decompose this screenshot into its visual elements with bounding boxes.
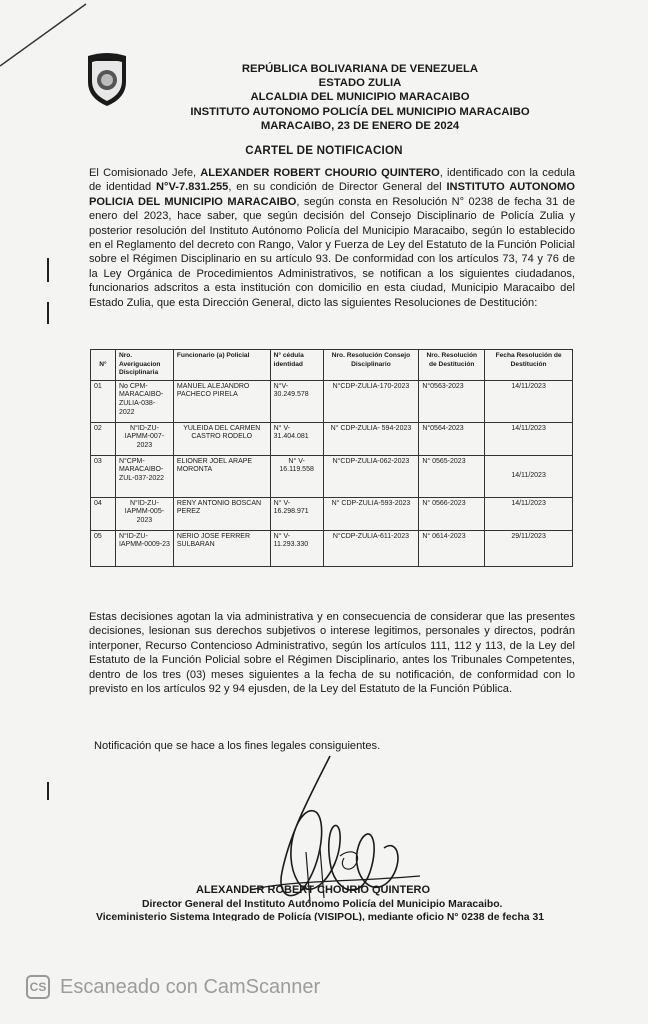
cell-cedula: N° V-31.404.081 xyxy=(270,422,323,455)
header-line-state: ESTADO ZULIA xyxy=(318,77,402,90)
cell-num: 03 xyxy=(91,455,116,497)
cell-num: 02 xyxy=(91,422,116,455)
col-header-num: N° xyxy=(91,350,116,381)
cell-averiguacion: N°ID-ZU-IAPMM-0009-23 xyxy=(115,530,173,566)
cell-consejo: N° CDP-ZULIA-593-2023 xyxy=(323,497,419,530)
margin-mark xyxy=(47,782,49,800)
cell-averiguacion: No CPM-MARACAIBO-ZULIA-038-2022 xyxy=(115,380,173,422)
cell-num: 01 xyxy=(91,380,116,422)
police-shield-logo xyxy=(84,50,130,108)
intro-text-1: El Comisionado Jefe, xyxy=(89,167,201,179)
destitution-table xyxy=(90,349,573,567)
table-row xyxy=(91,530,573,566)
camscanner-icon: CS xyxy=(26,975,50,999)
cell-averiguacion: N°CPM-MARACAIBO-ZUL-037-2022 xyxy=(115,455,173,497)
cell-fecha: 29/11/2023 xyxy=(485,530,573,566)
cell-fecha: 14/11/2023 xyxy=(485,380,573,422)
camscanner-text: Escaneado con CamScanner xyxy=(60,975,321,998)
institute-name: INSTITUTO AUTONOMO POLICIA DEL MUNICIPIO MARACAIBO xyxy=(89,181,575,208)
signatory-role: Director General del Instituto Autónomo Policía del Municipio Maracaibo. xyxy=(142,899,503,910)
cell-averiguacion: N°ID-ZU-IAPMM-005-2023 xyxy=(115,497,173,530)
director-name: ALEXANDER ROBERT CHOURIO QUINTERO xyxy=(200,167,440,179)
cell-consejo: N° CDP-ZULIA- 594-2023 xyxy=(323,422,419,455)
cell-cedula: N° V-16.298.971 xyxy=(270,497,323,530)
cell-consejo: N°CDP-ZULIA-062-2023 xyxy=(323,455,419,497)
document-title: CARTEL DE NOTIFICACION xyxy=(245,144,403,157)
cell-funcionario: ELIONER JOEL ARAPE MORONTA xyxy=(173,455,270,497)
col-header-fecha: Fecha Resolución de Destitución xyxy=(485,350,573,381)
camscanner-watermark xyxy=(26,974,320,1000)
cell-funcionario: YULEIDA DEL CARMEN CASTRO RODELO xyxy=(173,422,270,455)
cell-num: 04 xyxy=(91,497,116,530)
header-line-date: MARACAIBO, 23 DE ENERO DE 2024 xyxy=(260,119,460,132)
intro-text-3: , en su condición de Director General del xyxy=(228,181,447,194)
document-header xyxy=(140,62,580,133)
intro-paragraph xyxy=(89,166,575,310)
cell-fecha: 14/11/2023 xyxy=(485,422,573,455)
col-header-consejo: Nro. Resolución Consejo Disciplinario xyxy=(323,350,419,381)
cell-fecha: 14/11/2023 xyxy=(485,497,573,530)
table-header-row xyxy=(91,350,573,381)
cell-consejo: N°CDP-ZULIA-611-2023 xyxy=(323,530,419,566)
cell-destitucion: N° 0566-2023 xyxy=(419,497,485,530)
cell-funcionario: MANUEL ALEJANDRO PACHECO PIRELA xyxy=(173,380,270,422)
cell-funcionario: NERIO JOSE FERRER SULBARAN xyxy=(173,530,270,566)
cell-destitucion: N°0564-2023 xyxy=(419,422,485,455)
col-header-funcionario: Funcionario (a) Policial xyxy=(173,350,270,381)
header-line-republic: REPÚBLICA BOLIVARIANA DE VENEZUELA xyxy=(241,63,479,75)
table-row xyxy=(91,380,573,422)
header-line-alcaldia: ALCALDIA DEL MUNICIPIO MARACAIBO xyxy=(250,91,470,104)
cell-funcionario: RENY ANTONIO BOSCAN PEREZ xyxy=(173,497,270,530)
signatory-appointment: Viceministerio Sistema Integrado de Policía (VISIPOL), mediante oficio N° 0238 de fecha 31 xyxy=(96,912,545,921)
cell-cedula: N°V-30.249.578 xyxy=(270,380,323,422)
header-line-institute: INSTITUTO AUTONOMO POLICÍA DEL MUNICIPIO MARACAIBO xyxy=(190,105,530,118)
closing-line: Notificación que se hace a los fines legales consiguientes. xyxy=(94,740,381,752)
table-row xyxy=(91,422,573,455)
intro-text-4: , según consta en Resolución N° 0238 de fecha 31 de enero del 2023, hace saber, que según decisión del Consejo Disciplinario de Policía Zulia y posterior resolución del Instituto Autónomo Policía del Municipio Maracaibo, según lo establecido en el Reglamento del decreto con Rango, Valor y Fuerza de Ley del Estatuto de la Función Policial sobre el Régimen Disciplinario en su artículo 93. De conformidad con los artículos 73, 74 y 76 de la Ley Orgánica de Procedimientos Administrativos, se notifican a los siguientes ciudadanos, funcionarios adscritos a esta institución con domicilio en esta ciudad, Municipio Maracaibo del Estado Zulia, que esta Dirección General, dicto las siguientes Resoluciones de Destitución: xyxy=(89,195,575,309)
col-header-cedula: N° cédula identidad xyxy=(270,350,323,381)
cell-num: 05 xyxy=(91,530,116,566)
cell-destitucion: N°0563-2023 xyxy=(419,380,485,422)
cell-fecha: 14/11/2023 xyxy=(485,455,573,497)
director-cedula: N°V-7.831.255 xyxy=(156,181,229,194)
appeal-paragraph: Estas decisiones agotan la via administrativa y en consecuencia de considerar que las presentes decisiones, lesionan sus derechos subjetivos o interese legitimos, personales y directos, podrán interponer, Recurso Contencioso Administrativo, según los artículos 111, 112 y 113, de la Ley del Estatuto de la Función Policial sobre el Régimen Disciplinario, antes los Tribunales Competentes, dentro de los tres (03) meses siguientes a la fecha de su notificación, de conformidad con lo previsto en los artículos 92 y 94 ejusden, de la Ley del Estatuto de la Función Pública. xyxy=(89,611,575,696)
margin-mark xyxy=(47,302,49,324)
cell-destitucion: N° 0565-2023 xyxy=(419,455,485,497)
intro-text-2: , identificado con la cedula de identidad xyxy=(89,167,575,194)
table-row xyxy=(91,455,573,497)
col-header-destitucion: Nro. Resolución de Destitución xyxy=(419,350,485,381)
cell-cedula: N° V-11.293.330 xyxy=(270,530,323,566)
cell-consejo: N°CDP-ZULIA-170-2023 xyxy=(323,380,419,422)
cell-cedula: N° V-16.119.558 xyxy=(270,455,323,497)
margin-mark xyxy=(47,258,49,282)
cell-averiguacion: N°ID-ZU-IAPMM-007-2023 xyxy=(115,422,173,455)
signatory-name: ALEXANDER ROBERT CHOURIO QUINTERO xyxy=(196,884,431,896)
table-row xyxy=(91,497,573,530)
cell-destitucion: N° 0614-2023 xyxy=(419,530,485,566)
col-header-averiguacion: Nro. Averiguacion Disciplinaria xyxy=(115,350,173,381)
